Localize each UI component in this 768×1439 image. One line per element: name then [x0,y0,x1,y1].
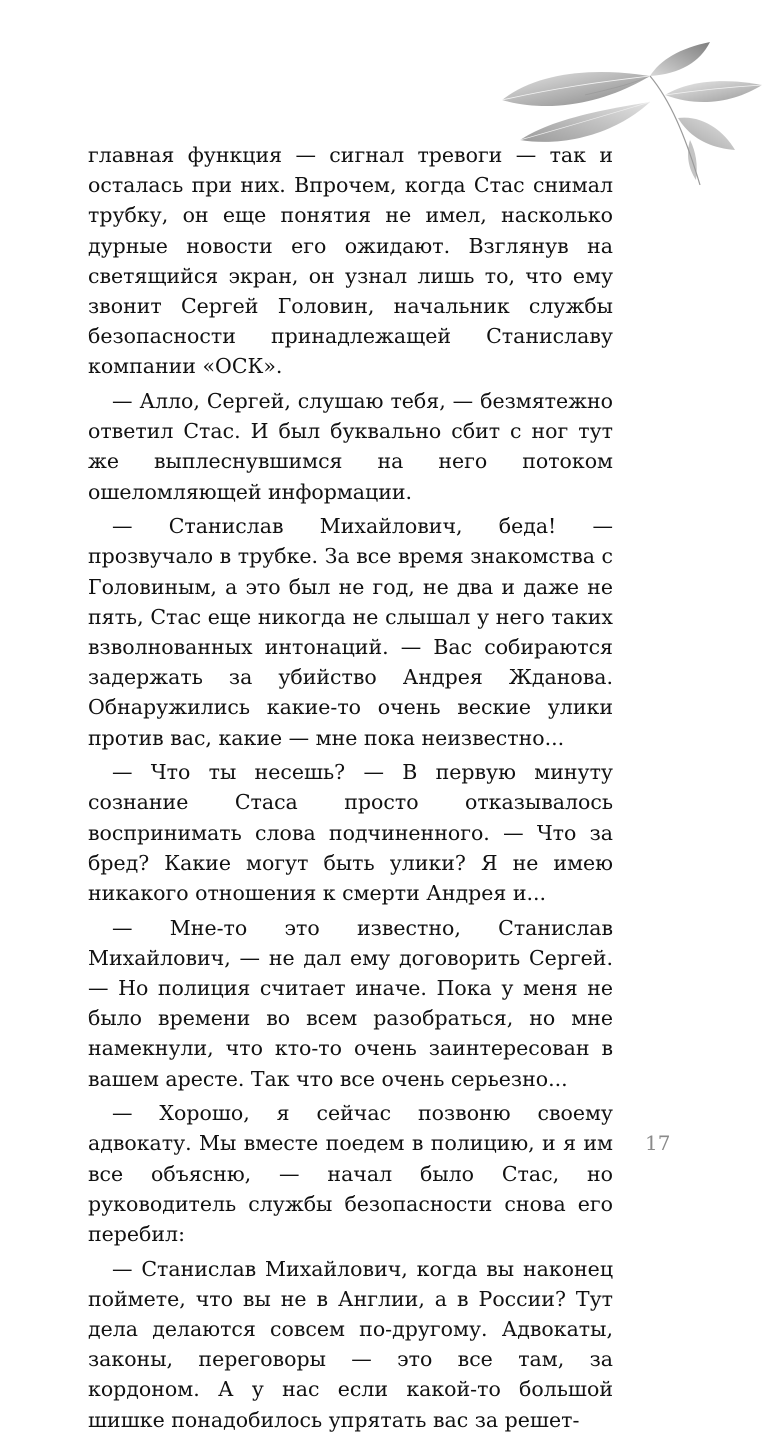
page-number: 17 [645,1131,671,1155]
paragraph: — Мне-то это известно, Станислав Михайлович, — не дал ему договорить Сергей. — Но полиция считает иначе. Пока у меня не было времени во всем разобраться, но мне намекнули, что кто-то очень заинтересован в вашем аресте. Так что все очень серьезно... [88,915,613,1091]
paragraph: главная функция — сигнал тревоги — так и осталась при них. Впрочем, когда Стас снимал трубку, он еще понятия не имел, насколько дурные новости его ожидают. Взглянув на светящийся экран, он узнал лишь то, что ему звонит Сергей Головин, начальник службы безопасности принадлежащей Станиславу компании «ОСК». [88,143,613,379]
body-text [88,140,613,1439]
paragraph: — Станислав Михайлович, когда вы наконец поймете, что вы не в Англии, а в России? Тут дела делаются совсем по-другому. Адвокаты, законы, переговоры — это все там, за кордоном. А у нас если какой-то большой шишке понадобилось упрятать вас за решет- [88,1256,613,1432]
paragraph: — Алло, Сергей, слушаю тебя, — безмятежно ответил Стас. И был буквально сбит с ног тут же выплеснувшимся на него потоком ошеломляющей информации. [88,389,613,504]
paragraph: — Что ты несешь? — В первую минуту сознание Стаса просто отказывалось воспринимать слова подчиненного. — Что за бред? Какие могут быть улики? Я не имею никакого отношения к смерти Андрея и... [88,760,613,906]
paragraph: — Хорошо, я сейчас позвоню своему адвокату. Мы вместе поедем в полицию, и я им все объясню, — начал было Стас, но руководитель службы безопасности снова его перебил: [88,1101,613,1247]
paragraph: — Станислав Михайлович, беда! — прозвучало в трубке. За все время знакомства с Головиным, а это был не год, не два и даже не пять, Стас еще никогда не слышал у него таких взволнованных интонаций. — Вас собираются задержать за убийство Андрея Жданова. Обнаружились какие-то очень веские улики против вас, какие — мне пока неизвестно... [88,514,613,750]
